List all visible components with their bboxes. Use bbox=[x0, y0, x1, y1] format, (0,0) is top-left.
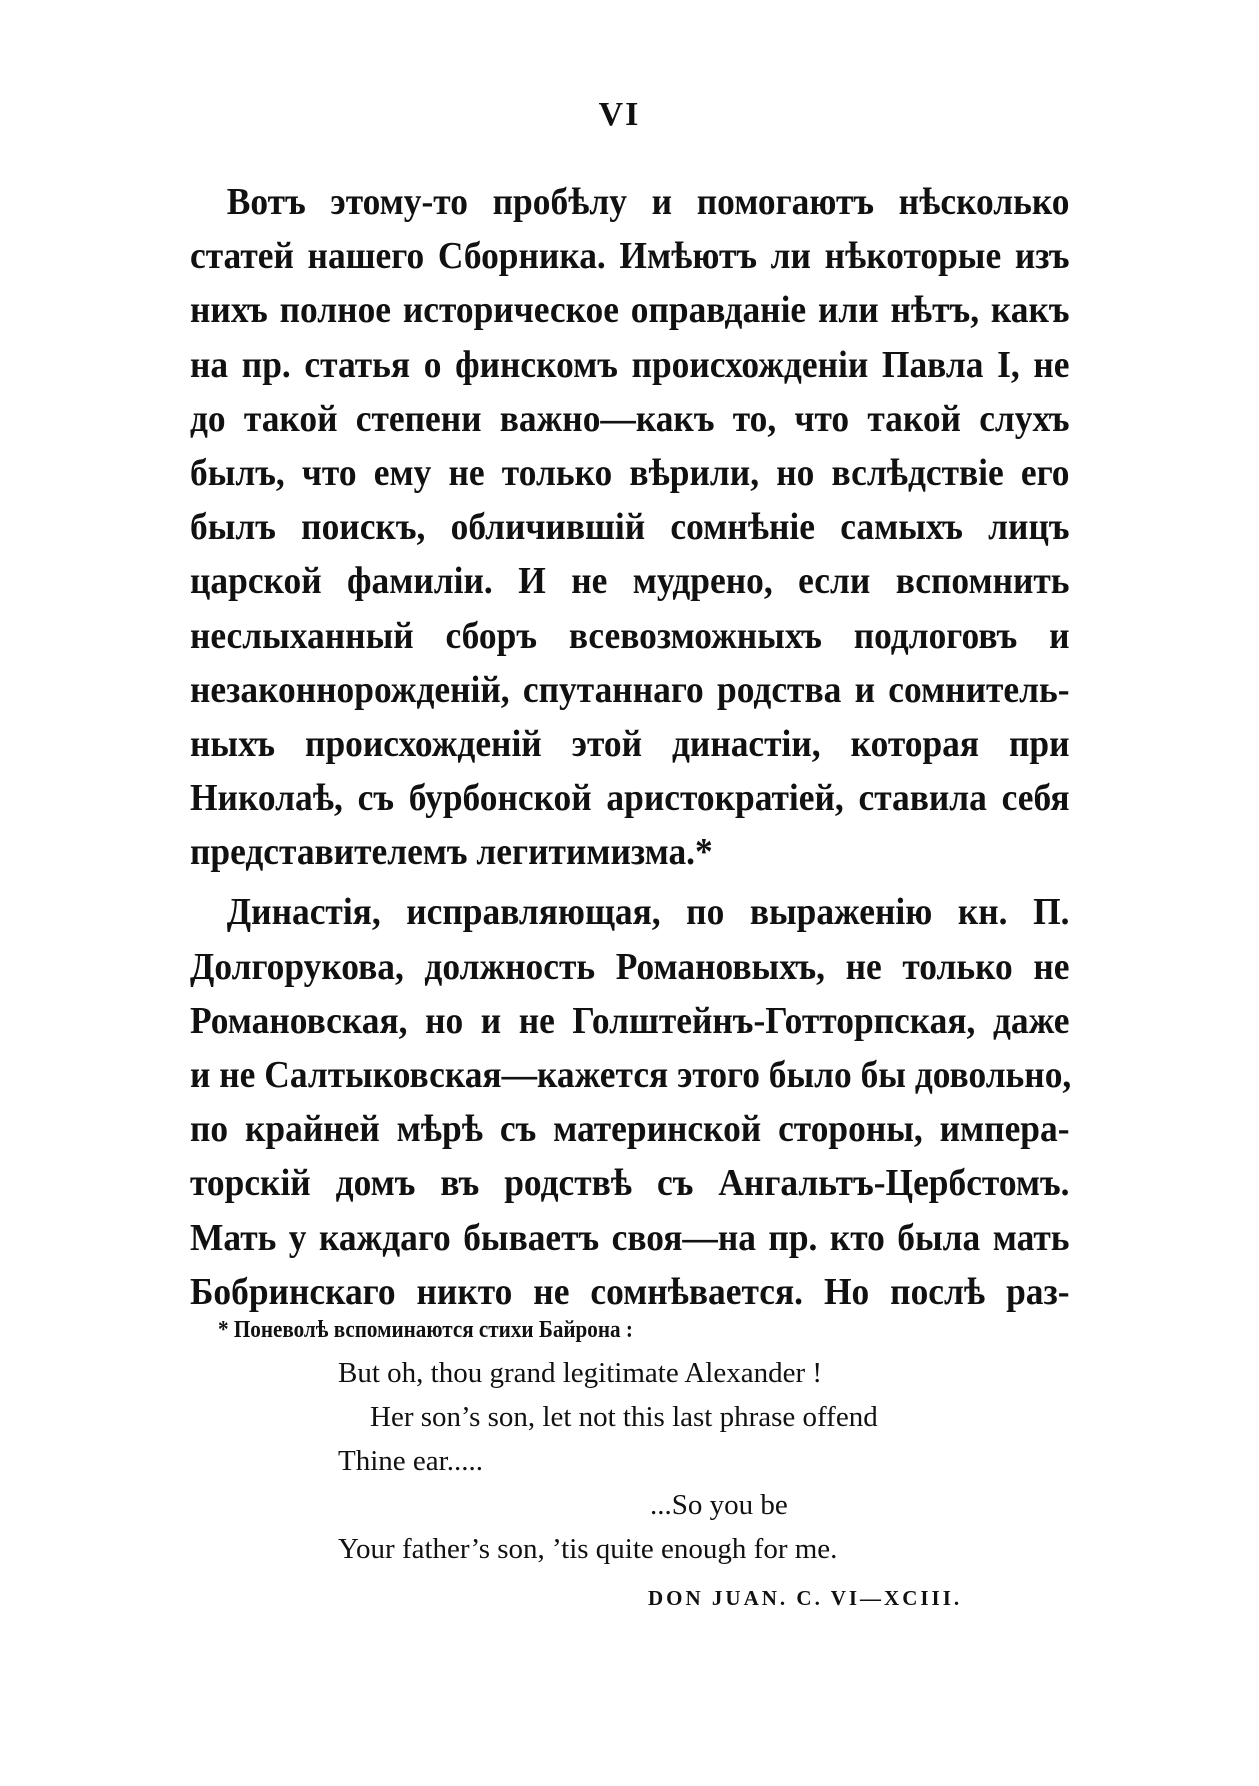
text-line: по крайней мѣрѣ съ материнской стороны, импера- bbox=[190, 1108, 1070, 1151]
text-line: Николаѣ, съ бурбонской аристократіей, ставила себя bbox=[190, 777, 1070, 820]
text-line: царской фамиліи. И не мудрено, если вспомнить bbox=[190, 560, 1070, 603]
page-number: VI bbox=[598, 96, 641, 133]
verse-line: ...So you be bbox=[650, 1489, 788, 1521]
text-line: нихъ полное историческое оправданіе или нѣтъ, какъ bbox=[190, 289, 1070, 332]
text-line: Долгорукова, должность Романовыхъ, не только не bbox=[190, 945, 1070, 988]
text-line: Вотъ этому-то пробѣлу и помогаютъ нѣсколько bbox=[226, 181, 1070, 223]
quote-source: DON JUAN. C. VI—XCIII. bbox=[648, 1586, 963, 1610]
text-line: незаконнорожденій, спутаннаго родства и сомнитель- bbox=[190, 668, 1070, 711]
main-text bbox=[190, 175, 1070, 1319]
footnote bbox=[218, 1315, 1048, 1345]
text-line: неслыханный сборъ всевозможныхъ подлоговъ и bbox=[190, 614, 1070, 657]
text-line: представителемъ легитимизма.* bbox=[190, 831, 713, 874]
verse-line: Your father’s son, ’tis quite enough for me. bbox=[338, 1533, 838, 1565]
text-line: статей нашего Сборника. Имѣютъ ли нѣкоторые изъ bbox=[190, 235, 1070, 278]
text-line: на пр. статья о финскомъ происхожденіи Павла I, не bbox=[190, 343, 1070, 386]
text-line: и не Салтыковская—кажется этого было бы довольно, bbox=[190, 1054, 1072, 1096]
verse-line: Her son’s son, let not this last phrase offend bbox=[370, 1401, 878, 1433]
verse-line: Thine ear..... bbox=[338, 1445, 483, 1477]
text-line: Династія, исправляющая, по выраженію кн. П. bbox=[226, 891, 1070, 934]
text-line: торскій домъ въ родствѣ съ Ангальтъ-Цербстомъ. bbox=[190, 1162, 1070, 1205]
text-line: Бобринскаго никто не сомнѣвается. Но послѣ раз- bbox=[190, 1270, 1070, 1313]
text-line: до такой степени важно—какъ то, что такой слухъ bbox=[190, 397, 1070, 440]
text-line: былъ, что ему не только вѣрили, но вслѣдствіе его bbox=[190, 451, 1070, 494]
text-line: былъ поискъ, обличившій сомнѣніе самыхъ лицъ bbox=[190, 506, 1070, 549]
text-line: Романовская, но и не Голштейнъ-Готторпская, даже bbox=[190, 999, 1070, 1042]
verse-line: But oh, thou grand legitimate Alexander ! bbox=[338, 1357, 823, 1389]
footnote-intro: * Поневолѣ вспоминаются стихи Байрона : bbox=[218, 1317, 633, 1343]
text-line: ныхъ происхожденій этой династіи, которая при bbox=[190, 722, 1070, 765]
text-line: Мать у каждаго бываетъ своя—на пр. кто была мать bbox=[190, 1216, 1070, 1259]
